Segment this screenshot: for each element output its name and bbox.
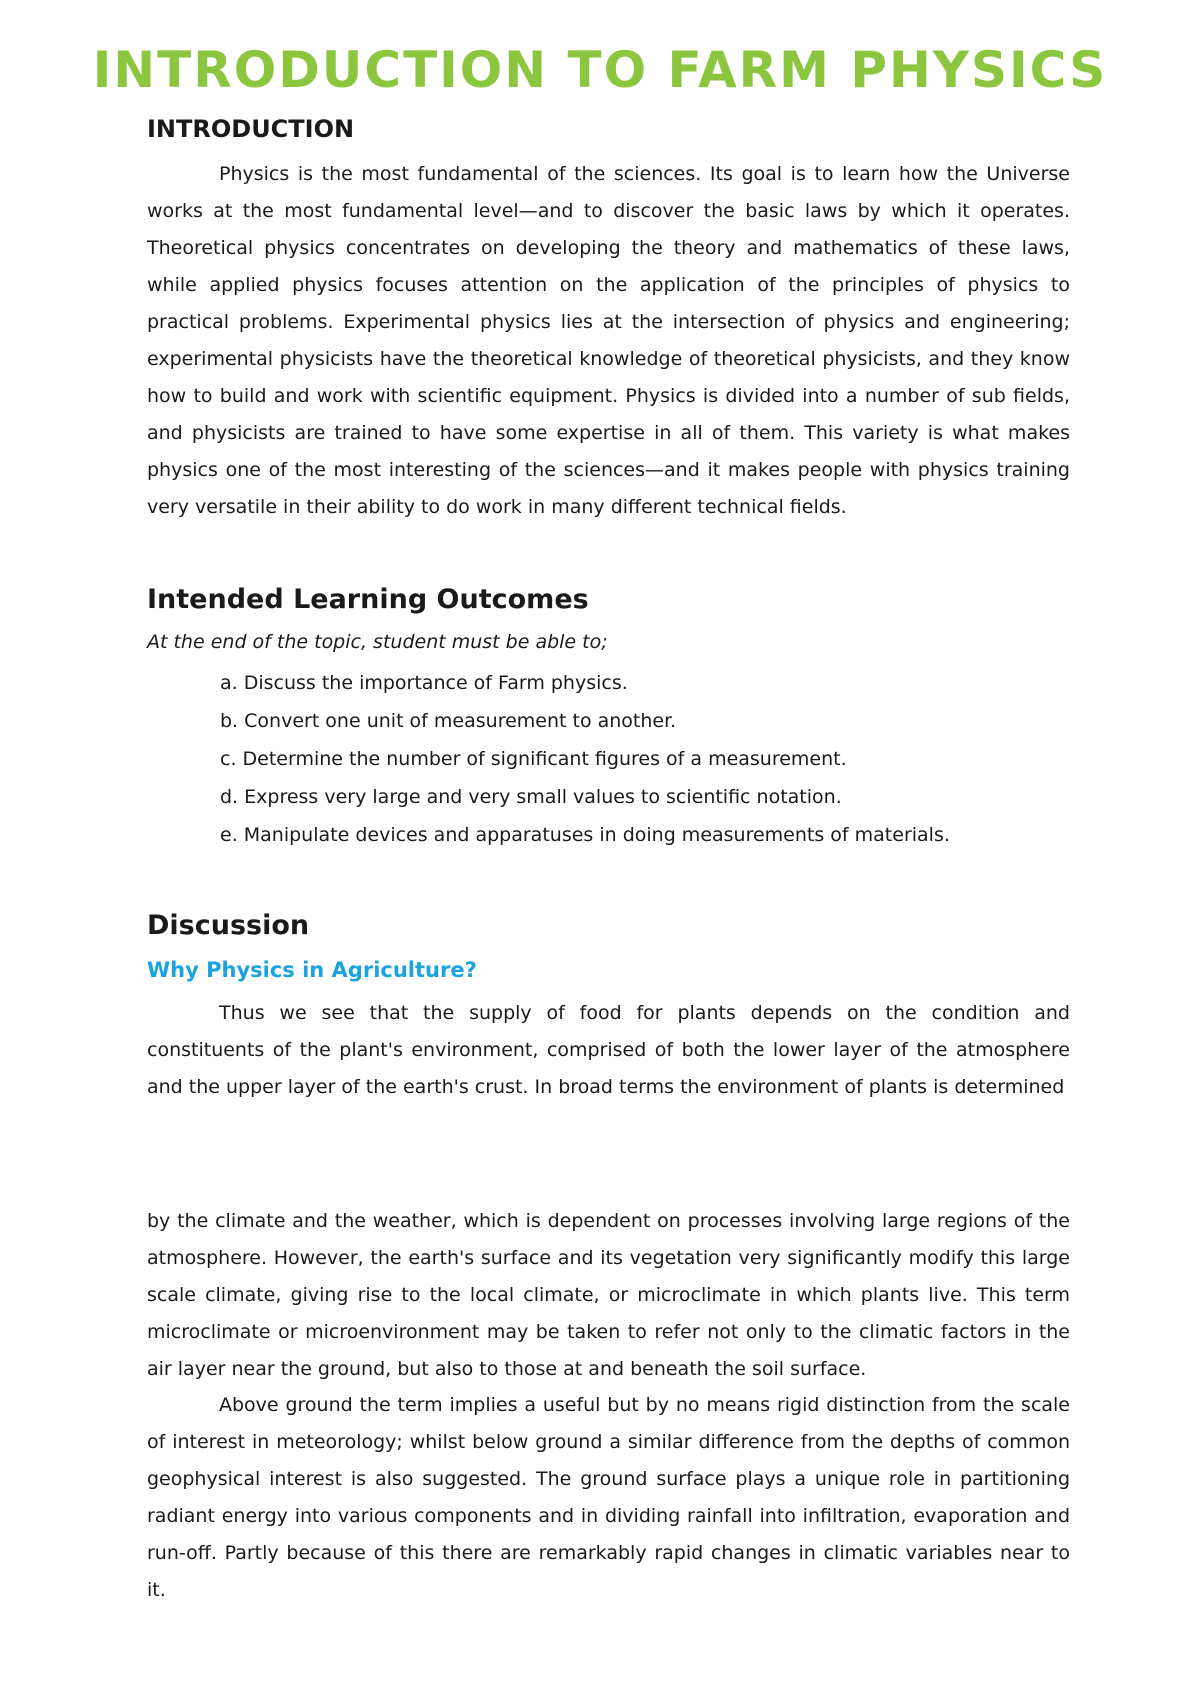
outcome-item: a. Discuss the importance of Farm physics. — [220, 672, 628, 694]
discussion-paragraph-3: Above ground the term implies a useful but by no means rigid distinction from the scale of interest in meteorology; whilst below ground a similar difference from the depths of common geophysical interest is also suggested. The ground surface plays a unique role in partitioning radiant energy into various components and in dividing rainfall into infiltration, evaporation and run-off. Partly because of this there are remarkably rapid changes in climatic variables near to it. — [147, 1394, 1070, 1601]
discussion-subheading: Why Physics in Agriculture? — [147, 958, 477, 982]
outcome-item: c. Determine the number of significant figures of a measurement. — [220, 748, 847, 770]
outcome-item: b. Convert one unit of measurement to another. — [220, 710, 677, 732]
intro-paragraph: Physics is the most fundamental of the sciences. Its goal is to learn how the Universe works at the most fundamental level—and to discover the basic laws by which it operates. Theoretical physics concentrates on developing the theory and mathematics of these laws, while applied physics focuses attention on the application of the principles of physics to practical problems. Experimental physics lies at the intersection of physics and engineering; experimental physicists have the theoretical knowledge of theoretical physicists, and they know how to build and work with scientific equipment. Physics is divided into a number of sub fields, and physicists are trained to have some expertise in all of them. This variety is what makes physics one of the most interesting of the sciences—and it makes people with physics training very versatile in their ability to do work in many different technical fields. — [147, 163, 1070, 518]
outcome-item: e. Manipulate devices and apparatuses in doing measurements of materials. — [220, 824, 950, 846]
outcome-item: d. Express very large and very small values to scientific notation. — [220, 786, 842, 808]
outcomes-list — [220, 664, 950, 854]
intro-heading: INTRODUCTION — [147, 115, 355, 143]
discussion-paragraph-2: by the climate and the weather, which is dependent on processes involving large regions of the atmosphere. However, the earth's surface and its vegetation very significantly modify this large scale climate, giving rise to the local climate, or microclimate in which plants live. This term microclimate or microenvironment may be taken to refer not only to the climatic factors in the air layer near the ground, but also to those at and beneath the soil surface. — [147, 1210, 1070, 1380]
outcomes-heading: Intended Learning Outcomes — [147, 584, 589, 615]
document-title: INTRODUCTION TO FARM PHYSICS — [92, 41, 1108, 99]
outcomes-intro: At the end of the topic, student must be able to; — [147, 631, 608, 653]
discussion-heading: Discussion — [147, 910, 310, 941]
discussion-paragraph-1: Thus we see that the supply of food for plants depends on the condition and constituents of the plant's environment, comprised of both the lower layer of the atmosphere and the upper layer of the earth's crust. In broad terms the environment of plants is determined — [147, 1002, 1070, 1098]
